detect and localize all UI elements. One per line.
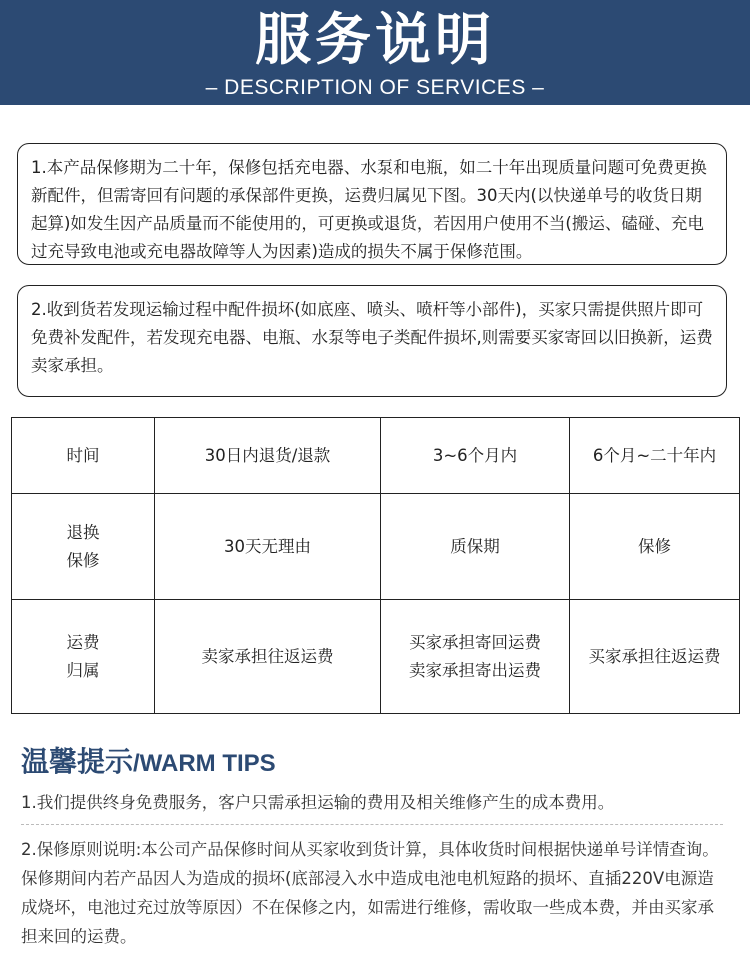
table-row [12, 494, 740, 600]
warm-tip-item: 2.保修原则说明:本公司产品保修时间从买家收到货计算，具体收货时间根据快递单号详情查询。保修期间内若产品因人为造成的损坏(底部浸入水中造成电池电机短路的损坏、直插220V电源造成烧坏，电池过充过放等原因）不在保修之内，如需进行维修，需收取一些成本费，并由买家承担来回的运费。 [21, 840, 719, 946]
table-row [12, 600, 740, 714]
page-subtitle: – DESCRIPTION OF SERVICES – [205, 76, 545, 99]
warm-tips-title-cn: 温馨提示 [21, 745, 134, 778]
table-row-label [12, 600, 155, 714]
table-cell [381, 600, 570, 714]
warm-tips-title-en: /WARM TIPS [133, 750, 276, 777]
table-row [12, 418, 740, 494]
header-banner [0, 0, 750, 105]
cell-line: 买家承担寄回运费 [409, 632, 541, 652]
cell-line: 卖家承担寄出运费 [409, 660, 541, 680]
warm-tips-heading [21, 742, 276, 784]
service-table [11, 417, 740, 714]
table-cell: 30天无理由 [155, 494, 381, 600]
notice-box-warranty [17, 143, 727, 265]
label-line: 保修 [66, 550, 100, 570]
label-line: 运费 [66, 632, 100, 652]
page-title: 服务说明 [255, 8, 495, 73]
warm-tip-item: 1.我们提供终身免费服务，客户只需承担运输的费用及相关维修产生的成本费用。 [21, 793, 615, 812]
label-line: 退换 [66, 522, 100, 542]
notice-box-shipping-damage [17, 285, 727, 397]
table-cell: 保修 [570, 494, 740, 600]
dashed-divider [21, 824, 723, 825]
table-header-cell: 6个月~二十年内 [570, 418, 740, 494]
table-header-cell: 30日内退货/退款 [155, 418, 381, 494]
table-row-label [12, 494, 155, 600]
table-header-cell: 时间 [12, 418, 155, 494]
notice-text: 2.收到货若发现运输过程中配件损坏(如底座、喷头、喷杆等小部件)，买家只需提供照片即可免费补发配件，若发现充电器、电瓶、水泵等电子类配件损坏,则需要买家寄回以旧换新，运费卖家承担。 [31, 300, 713, 375]
notice-text: 1.本产品保修期为二十年，保修包括充电器、水泵和电瓶，如二十年出现质量问题可免费更换新配件，但需寄回有问题的承保部件更换，运费归属见下图。30天内(以快递单号的收货日期起算)如发生因产品质量而不能使用的，可更换或退货，若因用户使用不当(搬运、磕碰、充电过充导致电池或充电器故障等人为因素)造成的损失不属于保修范围。 [31, 158, 707, 261]
table-cell: 质保期 [381, 494, 570, 600]
label-line: 归属 [66, 660, 100, 680]
table-header-cell: 3~6个月内 [381, 418, 570, 494]
table-cell: 卖家承担往返运费 [155, 600, 381, 714]
table-cell: 买家承担往返运费 [570, 600, 740, 714]
